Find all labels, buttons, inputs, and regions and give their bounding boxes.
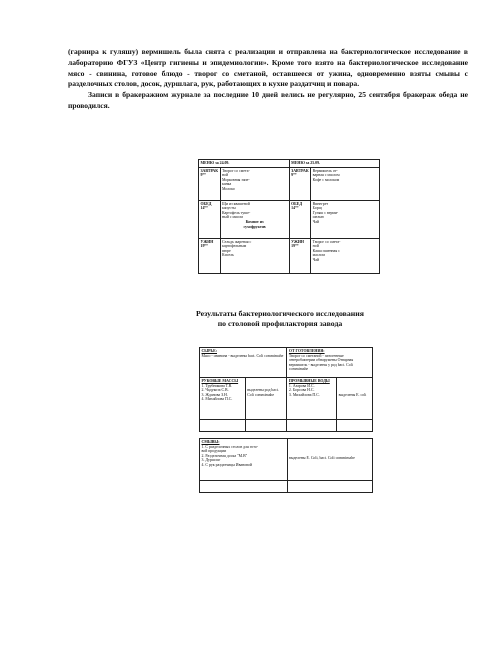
dish-cell: [220, 200, 289, 238]
dish-line: Кофе с молоком: [312, 177, 340, 182]
dish-line: Чай: [312, 257, 320, 262]
swab-item: вой продукции: [201, 449, 227, 454]
hands-item: 3. Жданова З.Н.: [201, 392, 228, 397]
dish-line: ный с мясом: [222, 215, 243, 220]
hands-result: выделены род bact. Coli commimahe: [247, 388, 279, 397]
dish-line: Компот из: [245, 219, 264, 224]
dish-line: ной: [222, 173, 229, 178]
report-paragraph-2: Записи в бракеражном журнале за последние 10 дней велись не регулярно, 25 сентября бракераж обеда не проводился.: [68, 90, 468, 110]
empty-cell: [200, 481, 288, 493]
samples-cell: [200, 348, 287, 378]
report-paragraph-1: (гарнира к гуляшу) вермишель была снята с реализации и отправлена на бактериологическое исследование в лабораторию ФГУЗ «Центр гигиены и эпидемиологии». Кроме того взято на бактериологическое исследование мясо - свинина, готовое блюдо - творог со сметаной, оставшееся от ужина, одновременно взяты смывы с разделочных столов, досок, дуршлага, рук, работающих в кухне раздатчиц и повара.: [68, 47, 468, 89]
menu-header-2: МЕНЮ за 25.09.: [289, 160, 379, 168]
finished-cell: [287, 348, 373, 378]
swab-item: 3. Дуршлаг: [201, 458, 221, 463]
samples-text: Мясо - свинина - выделены bact. Coli commimahe: [201, 353, 284, 358]
water-result-cell: [337, 378, 373, 420]
empty-cell: [287, 420, 337, 432]
hands-item: 1. Трубникова Т.В.: [201, 383, 233, 388]
dish-line: Вермишель от-: [312, 168, 338, 173]
meal-label: ЗАВТРАК 9⁰⁰: [289, 167, 311, 200]
dish-line: капусты: [222, 206, 236, 211]
swab-item: 2. Разделочная доска "М.В": [201, 453, 248, 458]
dish-cell: [311, 200, 380, 238]
dish-line: Сельдь жареная с: [222, 239, 252, 244]
dish-line: Молоко: [222, 186, 235, 191]
hands-item: 2. Чадукоза С.В.: [201, 388, 229, 393]
finished-heading: ОТ ГОТОВЛЕНИЯ:: [288, 349, 325, 353]
dish-line: Морковная запе-: [222, 177, 250, 182]
swab-item: 1. С разделочных столов для гото-: [201, 444, 259, 449]
meal-label: УЖИН 19⁰⁰: [289, 238, 311, 273]
menu-row-breakfast: [199, 167, 380, 200]
hands-item: 4. Михайлова П.С.: [201, 397, 233, 402]
empty-cell: [337, 420, 373, 432]
dish-cell: [311, 167, 380, 200]
meal-label: ОБЕД 14⁰⁰: [199, 200, 221, 238]
dish-line: маслом: [312, 253, 325, 258]
dish-line: картофельным: [222, 244, 247, 249]
dish-cell: [311, 238, 380, 273]
dish-line: Творог со смета-: [312, 239, 341, 244]
swabs-table: [199, 438, 373, 493]
results-title-line-1: Результаты бактериологического исследования: [196, 309, 364, 318]
meal-label: ОБЕД 14⁰⁰: [289, 200, 311, 238]
water-result: выделены E. coli: [338, 393, 367, 397]
water-item: 3. Михайлова П.С.: [288, 392, 320, 397]
dish-line: пюре: [222, 248, 231, 253]
samples-heading: СЫРЬЕ:: [201, 349, 217, 353]
empty-cell: [287, 481, 373, 493]
hands-result-cell: [245, 378, 287, 420]
water-item: 1. Азарова И.С.: [288, 383, 315, 388]
dish-line: шелью: [312, 215, 325, 220]
results-table: [199, 347, 373, 432]
dish-line: Картофель туше-: [222, 210, 251, 215]
dish-line: Чай: [312, 219, 320, 224]
menu-row-lunch: [199, 200, 380, 238]
menu-row-dinner: [199, 238, 380, 273]
meal-label: ЗАВТРАК 9⁰⁰: [199, 167, 221, 200]
meal-label: УЖИН 19⁰⁰: [199, 238, 221, 273]
swabs-heading: СМЫВЫ:: [201, 440, 220, 444]
dish-line: Щи из квашеной: [222, 201, 250, 206]
dish-line: варная с маслом: [312, 173, 340, 178]
dish-cell: [220, 167, 289, 200]
dish-line: Кисель: [222, 253, 234, 258]
results-title: [140, 309, 420, 329]
dish-line: Творог со смета-: [222, 168, 250, 173]
hands-heading: РУКОВЫЕ МАССЫ: [201, 379, 239, 383]
dish-line: канка: [222, 182, 232, 187]
water-cell: [287, 378, 337, 420]
dish-line: ной: [312, 244, 319, 249]
finished-text: Творог со сметаной - патогенные энтеробактерии обнаружены Отварная вермишель - выделены у род bact. Coli commimahe: [288, 353, 354, 372]
swab-item: 4. С рук раздатчицы Ивановой: [201, 462, 252, 467]
dish-line: Каша пшенная с: [312, 248, 340, 253]
dish-cell: [220, 238, 289, 273]
menu-header-1: МЕНЮ за 24.09.: [199, 160, 290, 168]
hands-cell: [200, 378, 246, 420]
results-title-line-2: по столовой профилактория завода: [217, 318, 343, 328]
empty-cell: [200, 420, 246, 432]
swabs-cell: [200, 439, 288, 481]
dish-line: Гуляш с верми-: [312, 210, 339, 215]
dish-line: Борщ: [312, 206, 322, 211]
empty-cell: [245, 420, 287, 432]
swabs-result-cell: [287, 439, 373, 481]
dish-line: сухофруктов: [243, 224, 266, 229]
water-item: 2. Борсова Н.С.: [288, 388, 315, 393]
dish-line: Винегрет: [312, 201, 329, 206]
report-text: [68, 47, 468, 112]
swabs-result: выделены E. Coli, bact. Coli commimahe: [289, 456, 355, 460]
menu-table: [198, 159, 380, 274]
water-heading: ПРОМЫВНЫЕ ВОДЫ: [288, 379, 330, 383]
